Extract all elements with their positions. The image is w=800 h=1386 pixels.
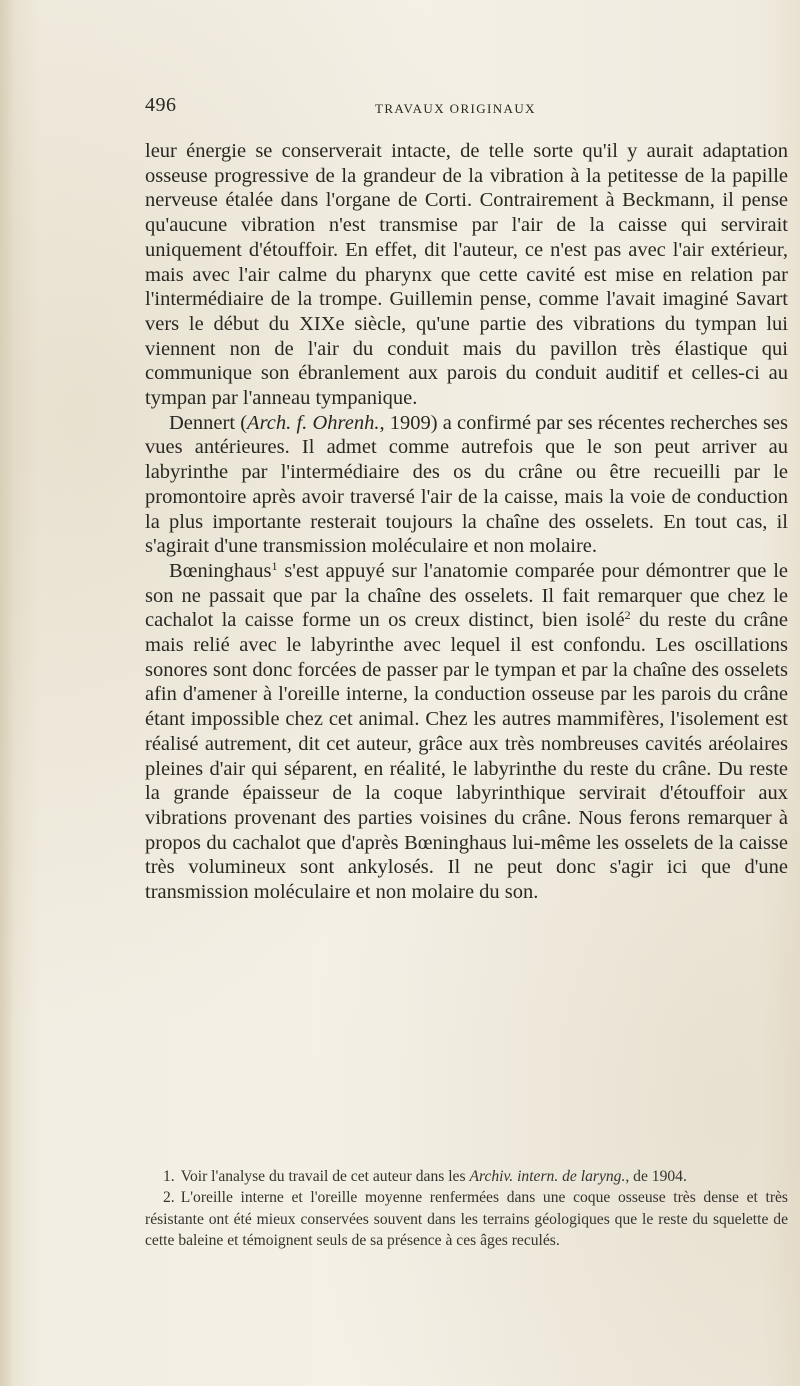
footnote-1: [145, 1166, 788, 1187]
running-title: TRAVAUX ORIGINAUX: [375, 101, 536, 116]
running-head: [145, 94, 785, 122]
footnotes: [145, 1166, 788, 1251]
page-edge-shadow: [0, 0, 14, 1386]
body-text: [145, 139, 788, 905]
author-name: Bœninghaus: [169, 559, 272, 582]
paragraph-2: [145, 411, 788, 559]
paragraph-1: leur énergie se conserverait intacte, de telle sorte qu'il y aurait adaptation osseuse progressive de la grandeur de la vibration à la petitesse de la papille nerveuse étalée dans l'organe de Corti. Contrairement à Beckmann, il pense qu'aucune vibration n'est transmise par l'air de la caisse qui servirait uniquement d'étouffoir. En effet, dit l'auteur, ce n'est pas avec l'air extérieur, mais avec l'air calme du pharynx que cette cavité est mise en relation par l'intermédiaire de la trompe. Guillemin pense, comme l'avait imaginé Savart vers le début du XIXe siècle, qu'une partie des vibrations du tympan lui viennent non de l'air du conduit mais du pavillon très élastique qui communique son ébranlement aux parois du conduit auditif et celles-ci au tympan par l'anneau tympanique.: [145, 140, 788, 410]
journal-citation: Arch. f. Ohrenh.: [247, 411, 380, 434]
footnote-1-before: Voir l'analyse du travail de cet auteur dans les: [180, 1168, 470, 1185]
footnote-1-journal: Archiv. intern. de laryng.: [469, 1168, 626, 1185]
page-number: 496: [145, 94, 177, 116]
paragraph-3-part-b: s'est appuyé sur l'anatomie comparée pour démontrer que le son ne passait que par la chaîne des osselets. Il fait remarquer que chez le cachalot la caisse forme un os creux distinct, bien isolé: [145, 559, 788, 632]
paragraph-3: [145, 559, 788, 905]
footnote-2-text: L'oreille interne et l'oreille moyenne renfermées dans une coque osseuse très dense et très résistante ont été mieux conservées souvent dans les terrains géologiques que le reste du squelette de cette baleine et témoignent seuls de sa présence à ces âges reculés.: [145, 1189, 788, 1249]
paragraph-2-before: Dennert (: [169, 411, 248, 434]
footnote-2: [145, 1187, 788, 1251]
footnote-2-number: 2.: [163, 1189, 175, 1207]
footnote-marker-1: 1: [271, 558, 278, 573]
footnote-1-after: , de 1904.: [625, 1168, 687, 1185]
footnote-1-number: 1.: [163, 1168, 175, 1185]
paragraph-2-after: , 1909) a confirmé par ses récentes recherches ses vues antérieures. Il admet comme autrefois que le son peut arriver au labyrinthe par l'intermédiaire des os du crâne ou être recueilli par le promontoire après avoir traversé l'air de la caisse, mais la voie de conduction la plus importante resterait toujours la chaîne des osselets. En tout cas, il s'agirait d'une transmission moléculaire et non molaire.: [145, 411, 789, 558]
paragraph-3-part-c: du reste du crâne mais relié avec le labyrinthe avec lequel il est confondu. Les oscillations sonores sont donc forcées de passer par le tympan et par la chaîne des osselets afin d'amener à l'oreille interne, la conduction osseuse par les parois du crâne étant impossible chez cet animal. Chez les autres mammifères, l'isolement est réalisé autrement, dit cet auteur, grâce aux très nombreuses cavités aréolaires pleines d'air qui séparent, en réalité, le labyrinthe du reste du crâne. Du reste la grande épaisseur de la coque labyrinthique servirait d'étouffoir aux vibrations provenant des parties voisines du crâne. Nous ferons remarquer à propos du cachalot que d'après Bœninghaus lui-même les osselets de la caisse très volumineux sont ankylosés. Il ne peut donc s'agir ici que d'une transmission moléculaire et non molaire du son.: [145, 609, 788, 904]
footnote-marker-2: 2: [624, 608, 631, 623]
